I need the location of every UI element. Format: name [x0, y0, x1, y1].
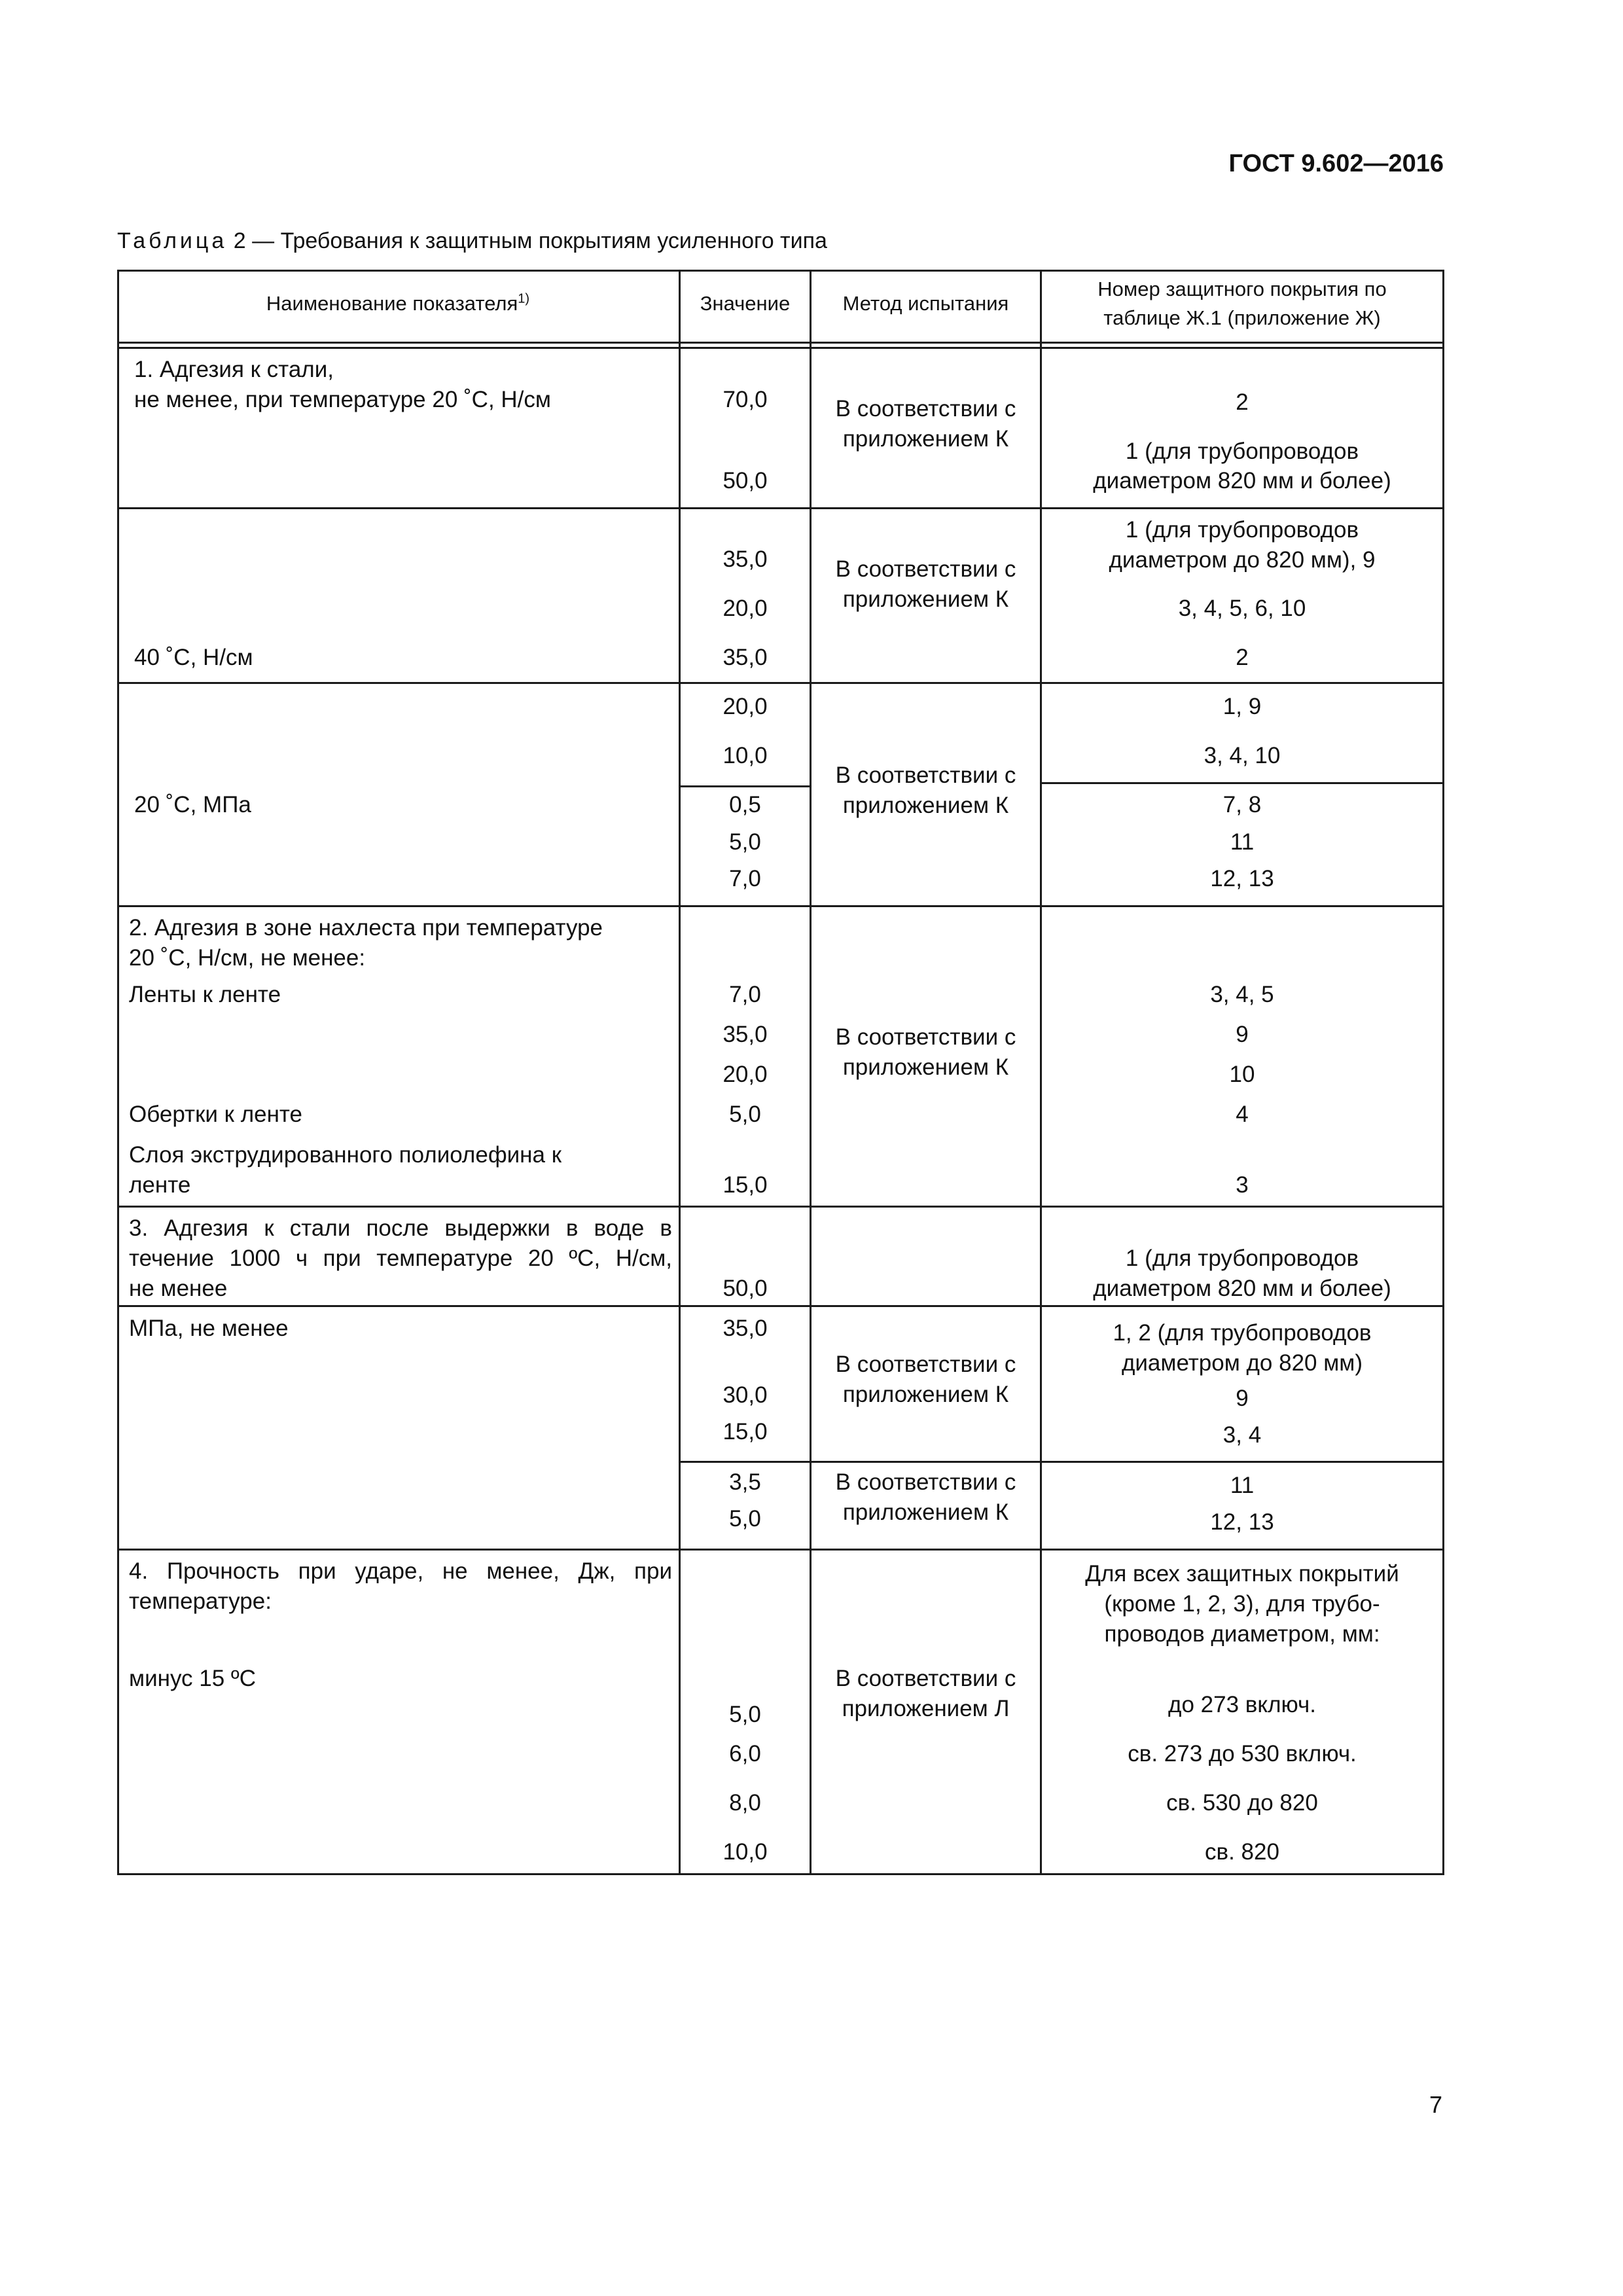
section4-label: минус 15 ºС	[129, 1666, 256, 1691]
coating-cell: 2	[1236, 645, 1249, 670]
method-cell: В соответствии с	[835, 1666, 1016, 1691]
coating-cell: диаметром 820 мм и более)	[1093, 468, 1391, 493]
header-coating: Номер защитного покрытия по	[1097, 278, 1387, 300]
section3-title: 3. Адгезия к стали после выдержки в воде в	[129, 1215, 672, 1241]
coating-cell: до 273 включ.	[1168, 1692, 1316, 1717]
section2-item: Слоя экструдированного полиолефина к	[129, 1142, 562, 1168]
table-border-left	[117, 270, 119, 1875]
section1-subtitle: не менее, при температуре 20 ˚С, Н/см	[134, 387, 551, 412]
coating-cell: 11	[1230, 1473, 1255, 1498]
coating-cell: 3	[1236, 1172, 1249, 1198]
method-cell: приложением К	[842, 793, 1009, 818]
coating-cell: 1 (для трубопроводов	[1125, 1246, 1359, 1271]
coating-cell: 1, 2 (для трубопроводов	[1113, 1320, 1372, 1346]
value-cell: 35,0	[722, 547, 768, 572]
coating-cell: 3, 4, 10	[1204, 743, 1281, 768]
section1c-label: 20 ˚С, МПа	[134, 792, 251, 817]
partial-divider	[679, 1461, 1444, 1463]
coating-cell: 1 (для трубопроводов	[1125, 439, 1359, 464]
table-caption	[117, 228, 1426, 255]
row-divider	[117, 905, 1444, 907]
coating-cell: (кроме 1, 2, 3), для трубо-	[1104, 1591, 1380, 1617]
value-cell: 20,0	[722, 1062, 768, 1087]
header-value: Значение	[700, 292, 791, 315]
value-cell: 8,0	[729, 1790, 761, 1816]
value-cell: 70,0	[722, 387, 768, 412]
partial-divider	[679, 785, 810, 787]
header-divider	[117, 342, 1444, 344]
coating-cell: 9	[1236, 1386, 1249, 1411]
section2-item: Ленты к ленте	[129, 982, 281, 1007]
coating-cell: Для всех защитных покрытий	[1085, 1561, 1399, 1587]
method-cell: приложением К	[842, 1054, 1009, 1080]
coating-cell: 3, 4	[1222, 1422, 1262, 1448]
header-divider-second	[117, 347, 1444, 349]
table-caption-label: Таблица	[117, 228, 228, 253]
table-caption-title: — Требования к защитным покрытиям усиленного типа	[252, 228, 827, 253]
coating-cell: проводов диаметром, мм:	[1104, 1621, 1380, 1647]
coating-cell: 12, 13	[1210, 866, 1274, 891]
coating-cell: 3, 4, 5	[1210, 982, 1274, 1007]
section2-title: 2. Адгезия в зоне нахлеста при температуре	[129, 915, 603, 941]
section3-title: течение 1000 ч при температуре 20 ºС, Н/см,	[129, 1246, 672, 1271]
page-number: 7	[1429, 2091, 1442, 2118]
value-cell: 0,5	[729, 792, 761, 817]
method-cell: приложением К	[842, 586, 1009, 612]
table-border-bottom	[117, 1873, 1444, 1875]
table-border-top	[117, 270, 1444, 272]
table-border-right	[1442, 270, 1444, 1875]
section2-title: 20 ˚С, Н/см, не менее:	[129, 945, 366, 971]
partial-divider	[1040, 782, 1444, 784]
method-cell: приложением К	[842, 426, 1009, 452]
value-cell: 7,0	[729, 866, 761, 891]
method-cell: В соответствии с	[835, 1024, 1016, 1050]
method-cell: приложением К	[842, 1382, 1009, 1407]
coating-cell: св. 530 до 820	[1166, 1790, 1318, 1816]
method-cell: В соответствии с	[835, 1352, 1016, 1377]
method-cell: В соответствии с	[835, 396, 1016, 422]
coating-cell: 11	[1230, 829, 1255, 855]
header-coating: таблице Ж.1 (приложение Ж)	[1103, 306, 1381, 329]
value-cell: 10,0	[722, 1839, 768, 1865]
coating-cell: 9	[1236, 1022, 1249, 1047]
requirements-table	[117, 270, 1444, 1875]
value-cell: 5,0	[729, 829, 761, 855]
row-divider	[117, 507, 1444, 509]
coating-cell: 7, 8	[1222, 792, 1262, 817]
section4-title: 4. Прочность при ударе, не менее, Дж, при	[129, 1558, 672, 1584]
coating-cell: 2	[1236, 389, 1249, 415]
section2-item: Обертки к ленте	[129, 1102, 303, 1127]
section3-title: не менее	[129, 1276, 228, 1301]
coating-cell: св. 273 до 530 включ.	[1128, 1741, 1357, 1767]
row-divider	[117, 1206, 1444, 1208]
coating-cell: 1, 9	[1222, 694, 1262, 719]
coating-cell: диаметром 820 мм и более)	[1093, 1276, 1391, 1301]
value-cell: 6,0	[729, 1741, 761, 1767]
header-method: Метод испытания	[842, 292, 1009, 315]
value-cell: 15,0	[722, 1172, 768, 1198]
method-cell: приложением К	[842, 1499, 1009, 1525]
coating-cell: 3, 4, 5, 6, 10	[1178, 596, 1306, 621]
coating-cell: 1 (для трубопроводов	[1125, 517, 1359, 543]
value-cell: 50,0	[722, 468, 768, 493]
value-cell: 3,5	[729, 1469, 761, 1495]
value-cell: 20,0	[722, 694, 768, 719]
section3b-label: МПа, не менее	[129, 1316, 289, 1341]
value-cell: 5,0	[729, 1702, 761, 1727]
coating-cell: диаметром до 820 мм)	[1121, 1350, 1363, 1376]
value-cell: 5,0	[729, 1506, 761, 1532]
coating-cell: св. 820	[1205, 1839, 1279, 1865]
section1-title: 1. Адгезия к стали,	[134, 357, 334, 382]
method-cell: В соответствии с	[835, 1469, 1016, 1495]
method-cell: приложением Л	[842, 1696, 1010, 1721]
coating-cell: диаметром до 820 мм), 9	[1109, 547, 1376, 573]
row-divider	[117, 682, 1444, 684]
table-caption-number: 2	[233, 228, 246, 253]
value-cell: 15,0	[722, 1419, 768, 1444]
coating-cell: 12, 13	[1210, 1509, 1274, 1535]
method-cell: В соответствии с	[835, 762, 1016, 788]
section4-title: температуре:	[129, 1588, 272, 1614]
section1b-label: 40 ˚С, Н/см	[134, 645, 253, 670]
section2-item: ленте	[129, 1172, 191, 1198]
value-cell: 35,0	[722, 1316, 768, 1341]
value-cell: 50,0	[722, 1276, 768, 1301]
coating-cell: 4	[1236, 1102, 1249, 1127]
row-divider	[117, 1549, 1444, 1551]
value-cell: 5,0	[729, 1102, 761, 1127]
header-name: Наименование показателя$^{1)}$	[266, 291, 530, 315]
method-cell: В соответствии с	[835, 556, 1016, 582]
value-cell: 35,0	[722, 645, 768, 670]
coating-cell: 10	[1229, 1062, 1255, 1087]
row-divider	[117, 1305, 1444, 1307]
value-cell: 10,0	[722, 743, 768, 768]
value-cell: 20,0	[722, 596, 768, 621]
value-cell: 30,0	[722, 1382, 768, 1408]
standard-number: ГОСТ 9.602—2016	[1228, 150, 1444, 177]
value-cell: 35,0	[722, 1022, 768, 1047]
value-cell: 7,0	[729, 982, 761, 1007]
